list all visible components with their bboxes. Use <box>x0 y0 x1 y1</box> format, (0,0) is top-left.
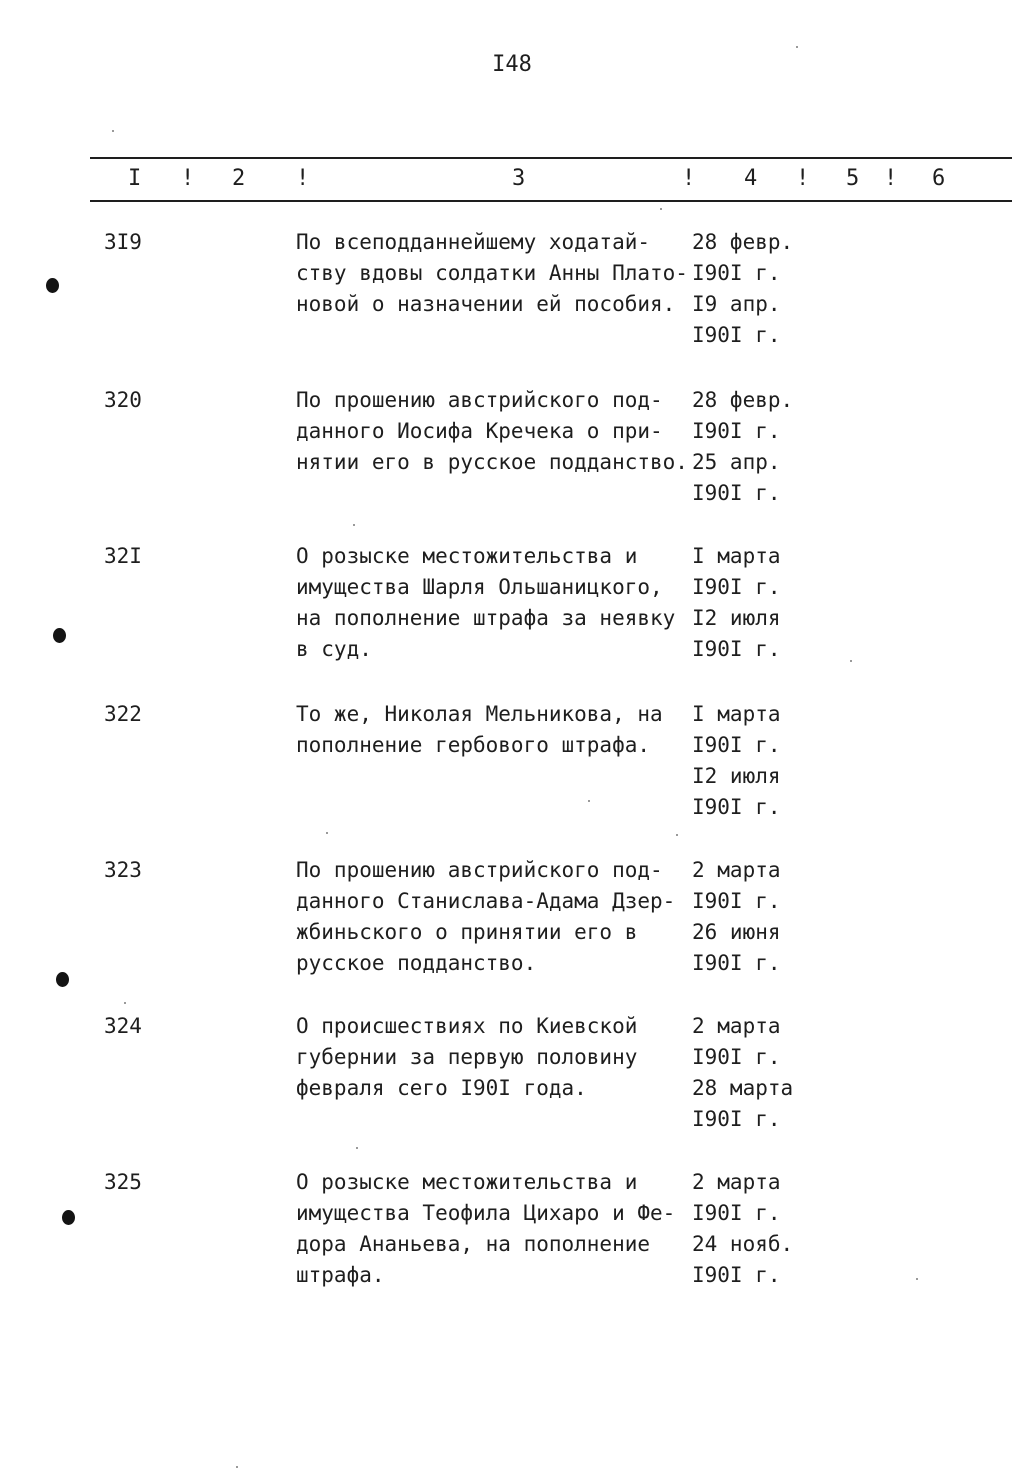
date-line: 28 февр. <box>692 230 794 254</box>
scan-speck <box>588 800 590 802</box>
table-row <box>0 1167 1024 1297</box>
scan-speck <box>356 1147 358 1149</box>
column-header-6: 6 <box>932 166 946 191</box>
entry-description <box>296 1011 696 1104</box>
description-line: По всеподданнейшему ходатай- <box>296 230 651 254</box>
date-line: I90I г. <box>692 637 781 661</box>
entry-dates <box>692 855 832 979</box>
entry-number: 323 <box>104 858 142 882</box>
column-header-3: 3 <box>512 166 526 191</box>
description-line: пополнение гербового штрафа. <box>296 733 651 757</box>
table-row <box>0 699 1024 829</box>
description-line: О происшествиях по Киевской <box>296 1014 638 1038</box>
description-line: губернии за первую половину <box>296 1045 638 1069</box>
scan-speck <box>112 130 114 132</box>
entry-number: 320 <box>104 388 142 412</box>
description-line: нятии его в русское подданство. <box>296 450 688 474</box>
column-separator: ! <box>884 166 898 191</box>
scan-speck <box>660 208 662 210</box>
date-line: I90I г. <box>692 1201 781 1225</box>
date-line: I90I г. <box>692 481 781 505</box>
date-line: I90I г. <box>692 1263 781 1287</box>
date-line: 2 марта <box>692 1170 781 1194</box>
description-line: О розыске местожительства и <box>296 1170 638 1194</box>
description-line: По прошению австрийского под- <box>296 388 663 412</box>
date-line: 26 июня <box>692 920 781 944</box>
date-line: I90I г. <box>692 575 781 599</box>
entry-description <box>296 227 696 320</box>
column-header-5: 5 <box>846 166 860 191</box>
description-line: в суд. <box>296 637 372 661</box>
column-separator: ! <box>682 166 696 191</box>
description-line: данного Иосифа Кречека о при- <box>296 419 663 443</box>
entry-dates <box>692 541 832 665</box>
entry-dates <box>692 385 832 509</box>
date-line: I марта <box>692 544 781 568</box>
column-separator: ! <box>796 166 810 191</box>
scan-speck <box>916 1278 918 1280</box>
entry-description <box>296 699 696 761</box>
table-rule-top <box>90 157 1012 159</box>
date-line: I90I г. <box>692 889 781 913</box>
entry-description <box>296 855 696 979</box>
scan-speck <box>796 46 798 48</box>
date-line: I марта <box>692 702 781 726</box>
date-line: I9 апр. <box>692 292 781 316</box>
column-header-4: 4 <box>744 166 758 191</box>
date-line: I90I г. <box>692 951 781 975</box>
page-number: I48 <box>492 52 532 77</box>
date-line: I90I г. <box>692 419 781 443</box>
date-line: 24 нояб. <box>692 1232 794 1256</box>
table-row <box>0 385 1024 515</box>
scan-speck <box>236 1466 238 1468</box>
entry-dates <box>692 1167 832 1291</box>
description-line: новой о назначении ей пособия. <box>296 292 676 316</box>
scan-speck <box>326 832 328 834</box>
scan-speck <box>850 660 852 662</box>
date-line: I2 июля <box>692 764 781 788</box>
description-line: данного Станислава-Адама Дзер- <box>296 889 676 913</box>
description-line: русское подданство. <box>296 951 537 975</box>
column-header-2: 2 <box>232 166 246 191</box>
entry-description <box>296 541 696 665</box>
entry-description <box>296 385 696 478</box>
date-line: I90I г. <box>692 1045 781 1069</box>
date-line: I90I г. <box>692 261 781 285</box>
description-line: ству вдовы солдатки Анны Плато- <box>296 261 688 285</box>
entry-dates <box>692 1011 832 1135</box>
date-line: I90I г. <box>692 1107 781 1131</box>
entry-number: 322 <box>104 702 142 726</box>
scan-speck <box>124 1002 126 1004</box>
description-line: имущества Шарля Ольшаницкого, <box>296 575 663 599</box>
entry-dates <box>692 227 832 351</box>
date-line: 25 апр. <box>692 450 781 474</box>
entry-number: 324 <box>104 1014 142 1038</box>
description-line: жбиньского о принятии его в <box>296 920 638 944</box>
description-line: То же, Николая Мельникова, на <box>296 702 663 726</box>
description-line: дора Ананьева, на пополнение <box>296 1232 651 1256</box>
scan-speck <box>676 834 678 836</box>
entry-number: 3I9 <box>104 230 142 254</box>
table-row <box>0 541 1024 671</box>
date-line: I90I г. <box>692 323 781 347</box>
binder-hole <box>53 628 66 643</box>
binder-hole <box>46 278 59 293</box>
description-line: О розыске местожительства и <box>296 544 638 568</box>
description-line: имущества Теофила Цихаро и Фе- <box>296 1201 676 1225</box>
date-line: 28 февр. <box>692 388 794 412</box>
description-line: По прошению австрийского под- <box>296 858 663 882</box>
date-line: 28 марта <box>692 1076 794 1100</box>
column-separator: ! <box>296 166 310 191</box>
binder-hole <box>56 972 69 987</box>
description-line: февраля сего I90I года. <box>296 1076 587 1100</box>
scan-speck <box>353 524 355 526</box>
table-row <box>0 855 1024 985</box>
table-row <box>0 1011 1024 1141</box>
date-line: 2 марта <box>692 1014 781 1038</box>
date-line: I90I г. <box>692 795 781 819</box>
date-line: 2 марта <box>692 858 781 882</box>
entry-dates <box>692 699 832 823</box>
description-line: на пополнение штрафа за неявку <box>296 606 676 630</box>
entry-number: 32I <box>104 544 142 568</box>
entry-description <box>296 1167 696 1291</box>
column-separator: ! <box>181 166 195 191</box>
table-row <box>0 227 1024 357</box>
column-header-1: I <box>128 166 142 191</box>
table-rule-bottom <box>90 200 1012 202</box>
entry-number: 325 <box>104 1170 142 1194</box>
binder-hole <box>62 1210 75 1225</box>
description-line: штрафа. <box>296 1263 385 1287</box>
date-line: I2 июля <box>692 606 781 630</box>
date-line: I90I г. <box>692 733 781 757</box>
